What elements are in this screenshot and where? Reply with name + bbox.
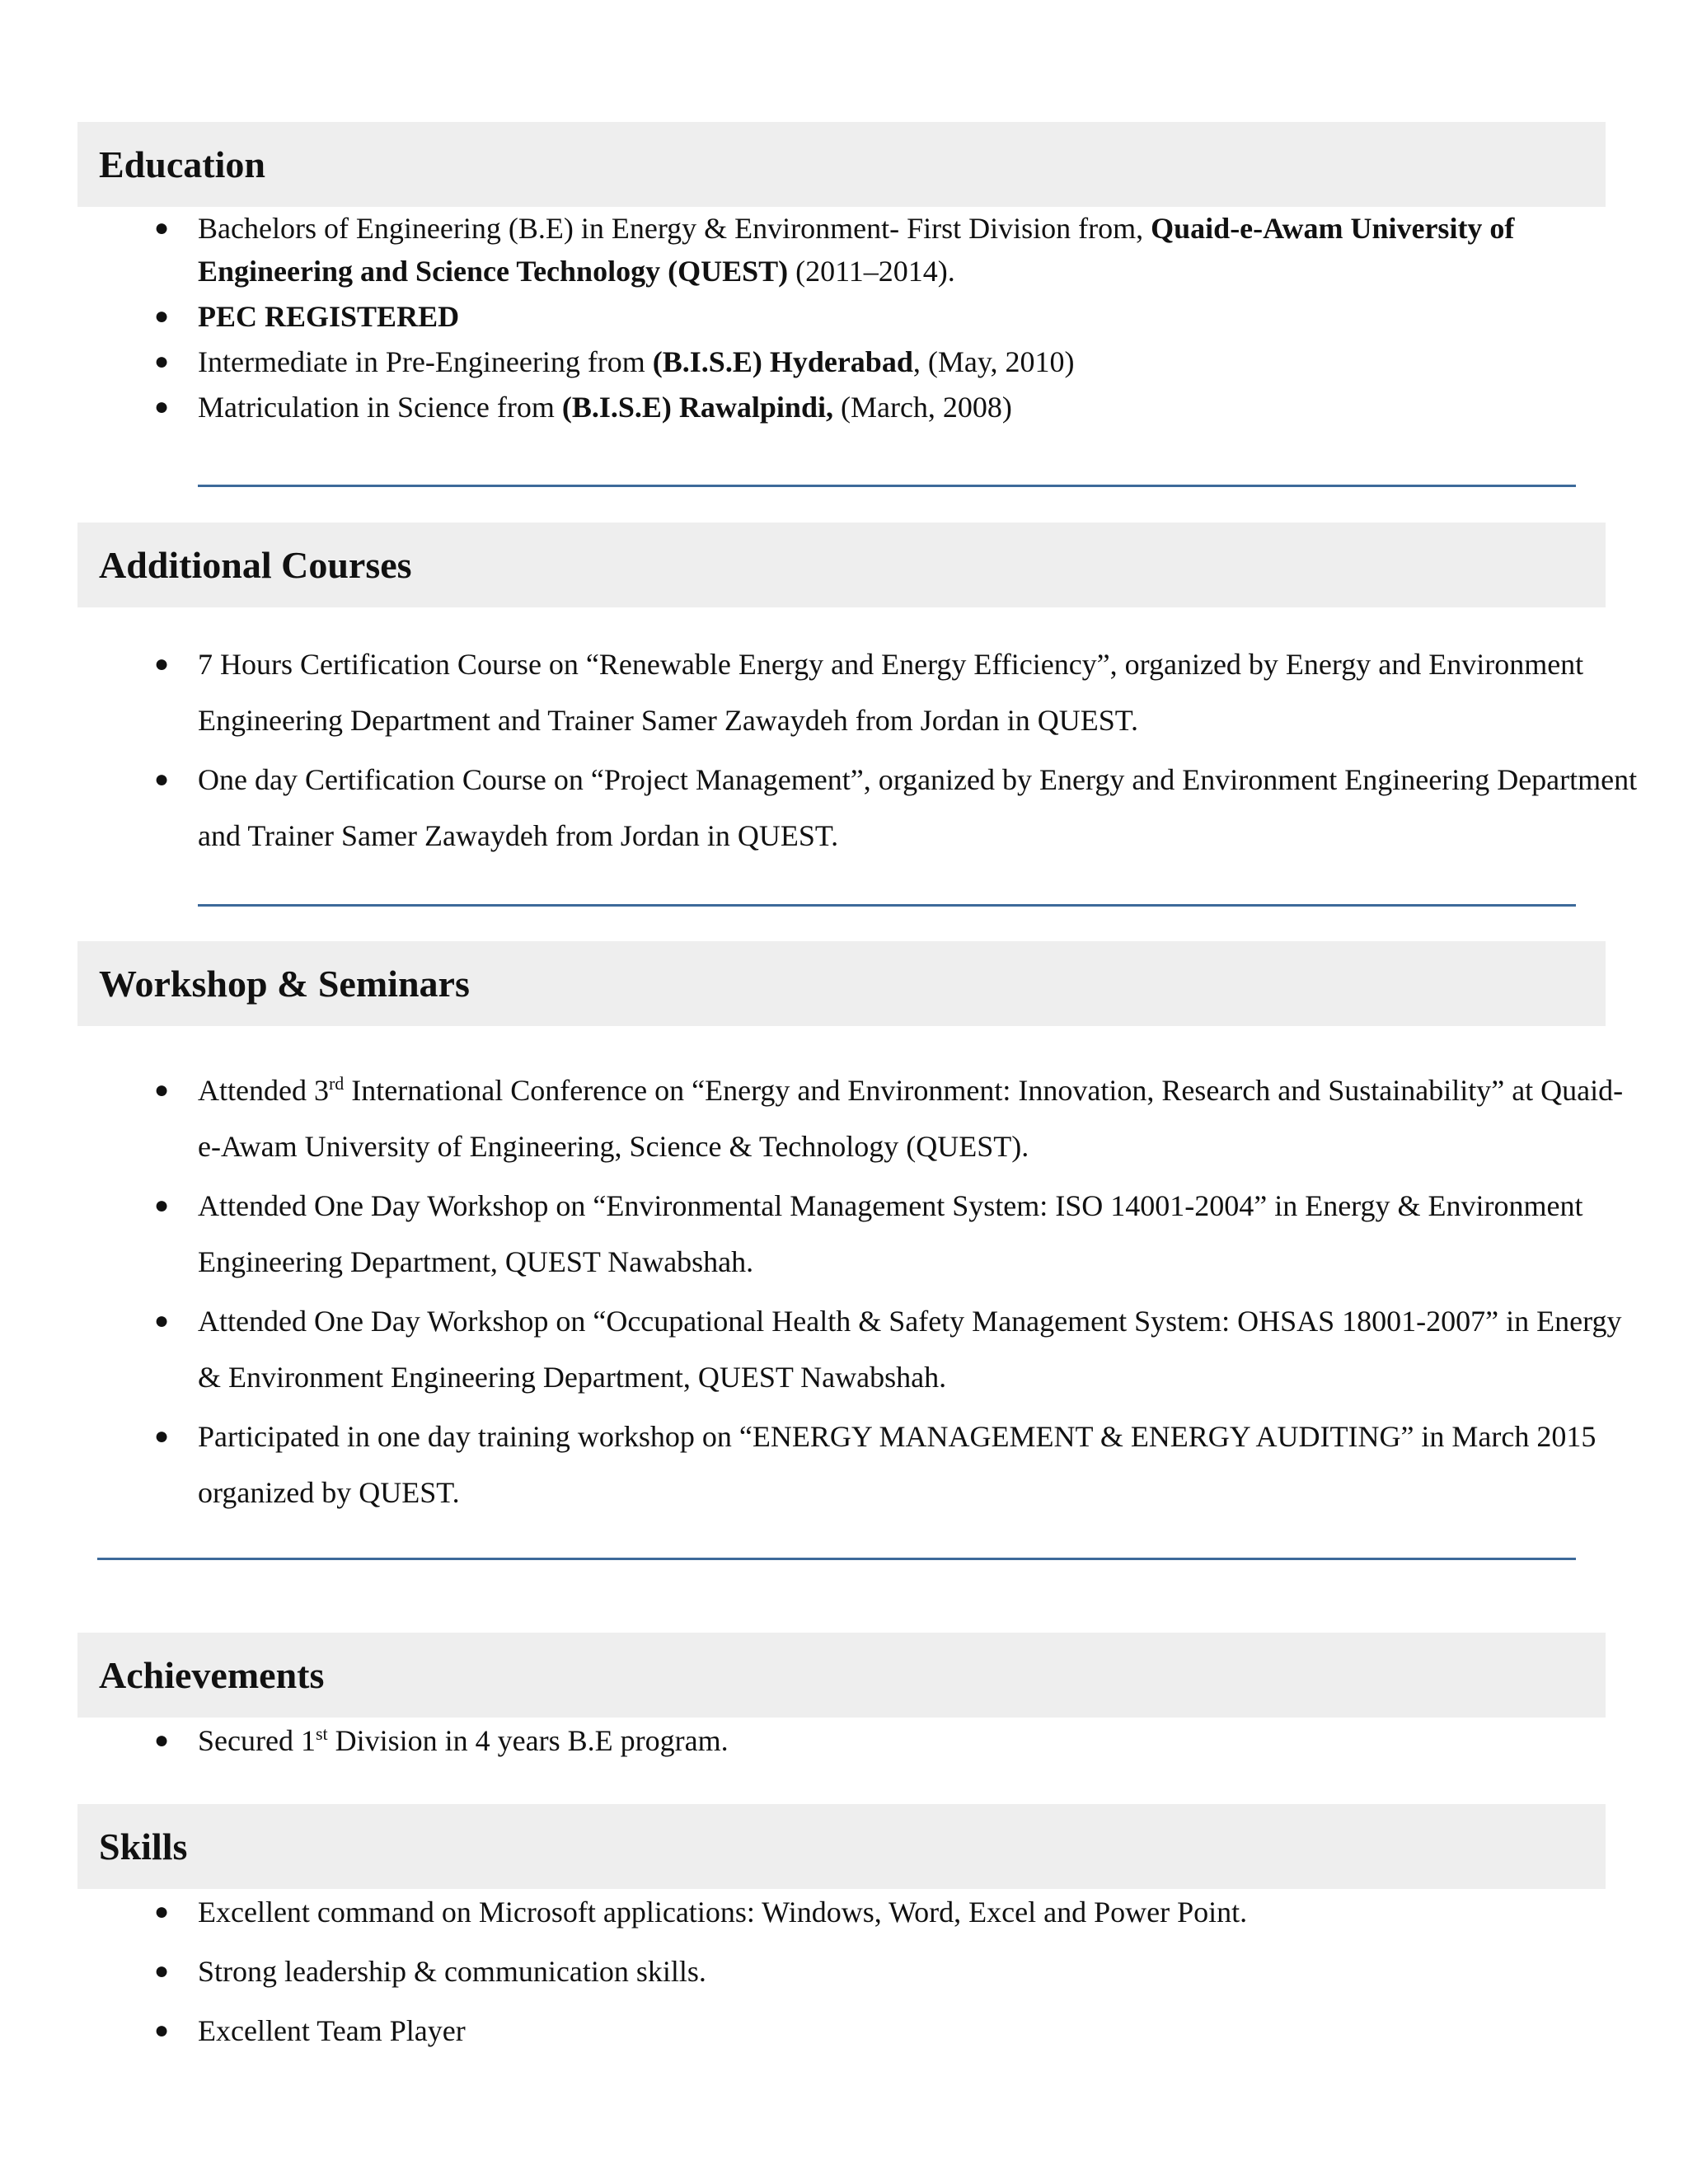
list-item bbox=[0, 1178, 1688, 1290]
skills-list bbox=[0, 1887, 1688, 2065]
course-item-text: 7 Hours Certification Course on “Renewable Energy and Energy Efficiency”, organized by Energy and Environment Engineering Department and Trainer Samer Zawaydeh from Jordan in QUEST. bbox=[198, 648, 1584, 737]
list-item bbox=[0, 1716, 1688, 1765]
workshops-header bbox=[77, 941, 1606, 1026]
workshops-title: Workshop & Seminars bbox=[99, 963, 470, 1005]
bullet-icon: ● bbox=[154, 2017, 170, 2044]
section-divider bbox=[198, 904, 1576, 907]
bullet-icon: ● bbox=[154, 1727, 170, 1754]
education-list bbox=[0, 207, 1688, 431]
workshop-item-text: Attended One Day Workshop on “Environmental Management System: ISO 14001-2004” in Energy & Environment Engineering Department, QUEST Nawabshah. bbox=[198, 1189, 1583, 1278]
education-item-text: Matriculation in Science from (B.I.S.E) Rawalpindi, (March, 2008) bbox=[198, 391, 1012, 424]
education-header bbox=[77, 122, 1606, 207]
skill-item-text: Strong leadership & communication skills. bbox=[198, 1955, 706, 1988]
courses-title: Additional Courses bbox=[99, 544, 412, 586]
list-item bbox=[0, 386, 1688, 429]
bullet-icon: ● bbox=[154, 766, 170, 793]
bullet-icon: ● bbox=[154, 1898, 170, 1925]
workshop-item-text: Attended One Day Workshop on “Occupational Health & Safety Management System: OHSAS 18001-2007” in Energy & Environment Engineering Department, QUEST Nawabshah. bbox=[198, 1305, 1622, 1394]
education-item-text: Bachelors of Engineering (B.E) in Energy & Environment- First Division from, Quaid-e-Awam University of Engineering and Science Technology (QUEST) (2011–2014). bbox=[198, 212, 1515, 288]
skill-item-text: Excellent command on Microsoft applications: Windows, Word, Excel and Power Point. bbox=[198, 1896, 1248, 1929]
section-divider bbox=[97, 1558, 1576, 1560]
list-item bbox=[0, 207, 1688, 293]
bullet-icon: ● bbox=[154, 1307, 170, 1334]
list-item bbox=[0, 295, 1688, 338]
workshop-item-text: Attended 3rd International Conference on “Energy and Environment: Innovation, Research and Sustainability” at Quaid-e-Awam University of Engineering, Science & Technology (QUEST). bbox=[198, 1073, 1624, 1163]
list-item bbox=[0, 1887, 1688, 1937]
education-title: Education bbox=[99, 143, 265, 185]
education-item-text: Intermediate in Pre-Engineering from (B.I.S.E) Hyderabad, (May, 2010) bbox=[198, 345, 1075, 378]
achievements-title: Achievements bbox=[99, 1654, 325, 1696]
bullet-icon: ● bbox=[154, 393, 170, 420]
section-divider bbox=[198, 485, 1576, 487]
courses-header bbox=[77, 523, 1606, 607]
list-item bbox=[0, 636, 1688, 748]
list-item bbox=[0, 2006, 1688, 2055]
list-item bbox=[0, 340, 1688, 383]
list-item bbox=[0, 752, 1688, 864]
skills-title: Skills bbox=[99, 1825, 188, 1868]
workshop-item-text: Participated in one day training workshop on “ENERGY MANAGEMENT & ENERGY AUDITING” in March 2015 organized by QUEST. bbox=[198, 1420, 1597, 1509]
list-item bbox=[0, 1062, 1688, 1174]
achievement-item-text: Secured 1st Division in 4 years B.E program. bbox=[198, 1723, 729, 1757]
list-item bbox=[0, 1408, 1688, 1521]
bullet-icon: ● bbox=[154, 302, 170, 330]
achievements-header bbox=[77, 1633, 1606, 1718]
bullet-icon: ● bbox=[154, 348, 170, 375]
list-item bbox=[0, 1293, 1688, 1405]
skill-item-text: Excellent Team Player bbox=[198, 2014, 466, 2047]
achievements-list bbox=[0, 1716, 1688, 1775]
courses-list bbox=[0, 636, 1688, 867]
bullet-icon: ● bbox=[154, 1957, 170, 1985]
course-item-text: One day Certification Course on “Project Management”, organized by Energy and Environment Engineering Department and Trainer Samer Zawaydeh from Jordan in QUEST. bbox=[198, 763, 1638, 852]
bullet-icon: ● bbox=[154, 1422, 170, 1450]
bullet-icon: ● bbox=[154, 1192, 170, 1219]
education-item-text: PEC REGISTERED bbox=[198, 300, 460, 333]
bullet-icon: ● bbox=[154, 1076, 170, 1104]
bullet-icon: ● bbox=[154, 214, 170, 241]
list-item bbox=[0, 1947, 1688, 1996]
skills-header bbox=[77, 1804, 1606, 1889]
workshops-list bbox=[0, 1062, 1688, 1524]
bullet-icon: ● bbox=[154, 650, 170, 677]
